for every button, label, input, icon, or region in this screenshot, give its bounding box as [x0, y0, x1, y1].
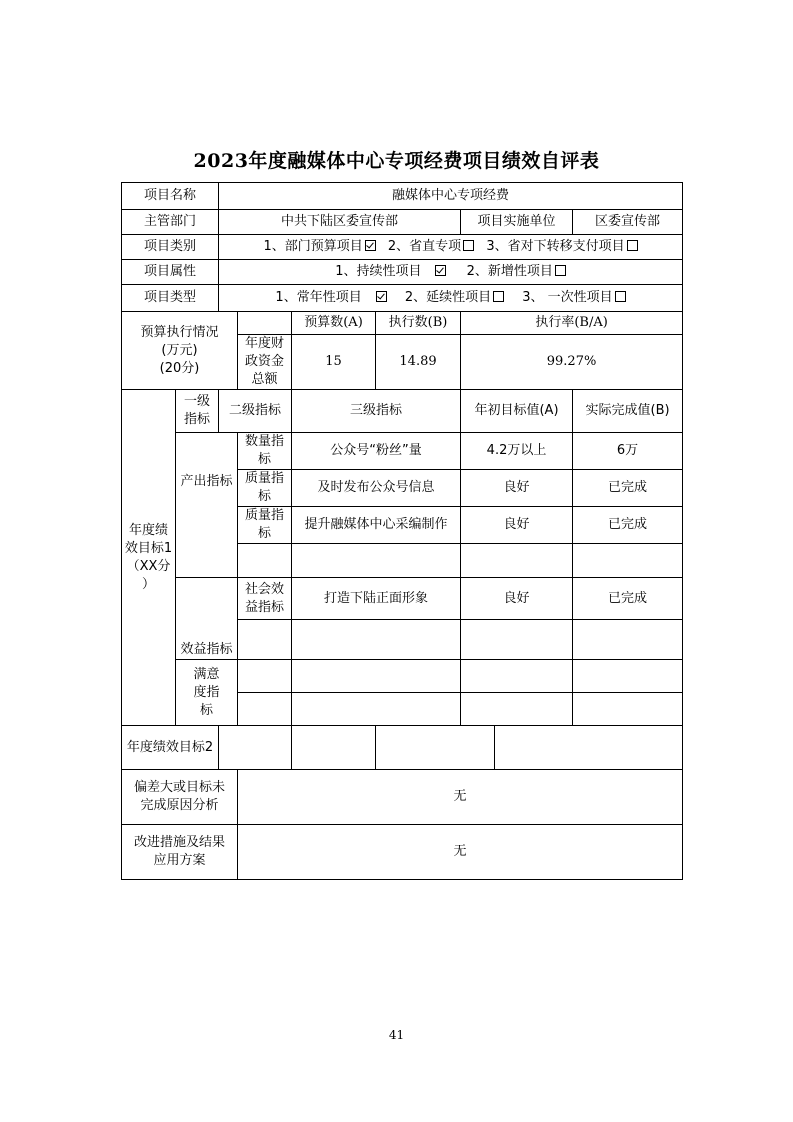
table-row: [122, 433, 683, 470]
level2-cell: 质量指标: [238, 507, 292, 544]
row-goals-header: [122, 390, 683, 433]
actual-cell: [573, 660, 683, 693]
project-category-options: [219, 235, 683, 260]
empty-box-icon: [555, 265, 566, 276]
target-cell: 良好: [461, 507, 573, 544]
evaluation-table: [121, 182, 683, 880]
satisfaction-indicator-label: 满意度指标: [176, 660, 238, 726]
budget-col-header: 预算数(A): [292, 312, 376, 335]
level2-cell: [238, 620, 292, 660]
level3-cell: [292, 660, 461, 693]
department-value: 中共下陆区委宣传部: [219, 210, 461, 235]
checked-box-icon: [435, 265, 446, 276]
budget-empty-header: [238, 312, 292, 335]
target-cell: 良好: [461, 470, 573, 507]
row-deviation: [122, 770, 683, 825]
type-option-1: 1、常年性项目: [275, 290, 386, 305]
goal2-cell: [376, 726, 495, 770]
level2-cell: [238, 544, 292, 578]
attribute-option-2: 2、新增性项目: [467, 264, 566, 279]
actual-cell: 已完成: [573, 507, 683, 544]
level2-cell: 数量指标: [238, 433, 292, 470]
actual-cell: 已完成: [573, 470, 683, 507]
actual-cell: [573, 544, 683, 578]
target-cell: [461, 620, 573, 660]
attribute-option-1: 1、持续性项目: [335, 264, 446, 279]
empty-box-icon: [615, 291, 626, 302]
level3-header: 三级指标: [292, 390, 461, 433]
output-indicator-label: 产出指标: [176, 433, 238, 578]
level2-cell: 社会效益指标: [238, 578, 292, 620]
level2-header: 二级指标: [219, 390, 292, 433]
project-attribute-options: [219, 260, 683, 285]
level3-cell: 提升融媒体中心采编制作: [292, 507, 461, 544]
actual-cell: [573, 620, 683, 660]
budget-label: 预算执行情况 (万元) (20分): [122, 312, 238, 390]
project-category-label: 项目类别: [122, 235, 219, 260]
empty-box-icon: [463, 240, 474, 251]
goal1-label: 年度绩效目标1（XX分 ）: [122, 390, 176, 726]
row-budget-header: [122, 312, 683, 335]
level3-cell: [292, 693, 461, 726]
table-row: [122, 578, 683, 620]
category-option-1: 1、部门预算项目: [263, 239, 375, 254]
project-name-value: 融媒体中心专项经费: [219, 183, 683, 210]
deviation-value: 无: [238, 770, 683, 825]
actual-header: 实际完成值(B): [573, 390, 683, 433]
level3-cell: [292, 544, 461, 578]
level3-cell: 及时发布公众号信息: [292, 470, 461, 507]
table-row: [122, 660, 683, 693]
exec-value: 14.89: [376, 335, 461, 390]
row-project-category: [122, 235, 683, 260]
budget-value: 15: [292, 335, 376, 390]
level1-header: 一级指标: [176, 390, 219, 433]
rate-value: 99.27%: [461, 335, 683, 390]
target-cell: 良好: [461, 578, 573, 620]
row-project-attribute: [122, 260, 683, 285]
exec-col-header: 执行数(B): [376, 312, 461, 335]
type-option-2: 2、延续性项目: [405, 290, 504, 305]
row-improvement: [122, 825, 683, 880]
project-type-options: [219, 285, 683, 312]
actual-cell: 已完成: [573, 578, 683, 620]
department-label: 主管部门: [122, 210, 219, 235]
project-attribute-label: 项目属性: [122, 260, 219, 285]
empty-box-icon: [627, 240, 638, 251]
level2-cell: [238, 660, 292, 693]
row-department: [122, 210, 683, 235]
deviation-label: 偏差大或目标未完成原因分析: [122, 770, 238, 825]
goal2-cell: [495, 726, 683, 770]
target-cell: [461, 693, 573, 726]
level3-cell: [292, 620, 461, 660]
actual-cell: 6万: [573, 433, 683, 470]
page-number: 41: [388, 1028, 405, 1042]
checked-box-icon: [376, 291, 387, 302]
empty-box-icon: [493, 291, 504, 302]
category-option-3: 3、省对下转移支付项目: [486, 239, 637, 254]
project-type-label: 项目类型: [122, 285, 219, 312]
level3-cell: 公众号“粉丝”量: [292, 433, 461, 470]
improvement-label: 改进措施及结果应用方案: [122, 825, 238, 880]
checked-box-icon: [365, 240, 376, 251]
goal2-label: 年度绩效目标2: [122, 726, 219, 770]
goal2-cell: [219, 726, 292, 770]
row-goal2: [122, 726, 683, 770]
level2-cell: [238, 693, 292, 726]
impl-unit-value: 区委宣传部: [573, 210, 683, 235]
target-cell: [461, 660, 573, 693]
target-header: 年初目标值(A): [461, 390, 573, 433]
row-project-name: [122, 183, 683, 210]
page-title: 2023年度融媒体中心专项经费项目绩效自评表: [193, 150, 600, 172]
actual-cell: [573, 693, 683, 726]
level2-cell: 质量指标: [238, 470, 292, 507]
budget-row-label: 年度财政资金总额: [238, 335, 292, 390]
level3-cell: 打造下陆正面形象: [292, 578, 461, 620]
project-name-label: 项目名称: [122, 183, 219, 210]
row-project-type: [122, 285, 683, 312]
type-option-3: 3、 一次性项目: [522, 290, 625, 305]
target-cell: 4.2万以上: [461, 433, 573, 470]
category-option-2: 2、省直专项: [388, 239, 474, 254]
rate-col-header: 执行率(B/A): [461, 312, 683, 335]
target-cell: [461, 544, 573, 578]
impl-unit-label: 项目实施单位: [461, 210, 573, 235]
goal2-cell: [292, 726, 376, 770]
benefit-indicator-label: 效益指标: [176, 578, 238, 660]
improvement-value: 无: [238, 825, 683, 880]
